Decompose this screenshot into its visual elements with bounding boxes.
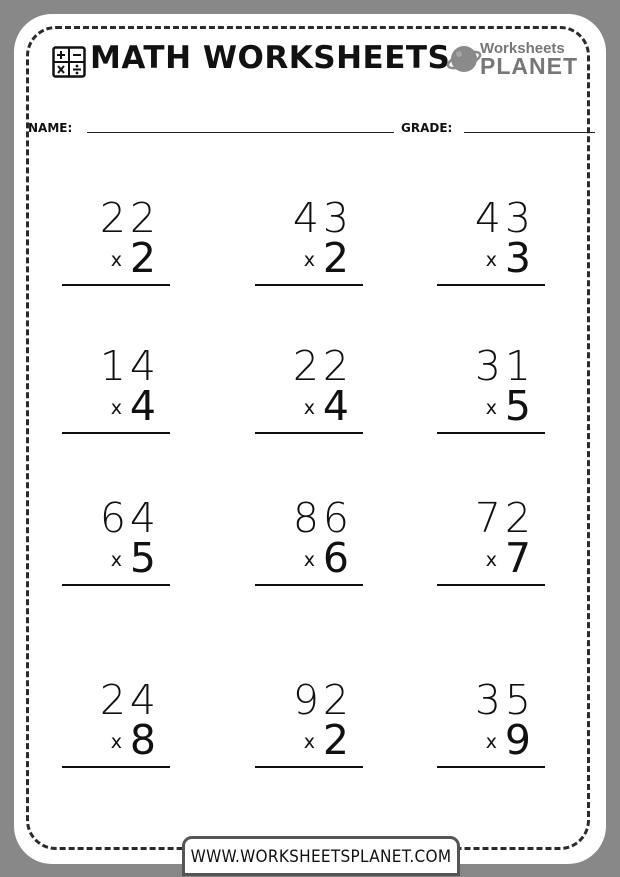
problem-multiplier: 8 (129, 716, 160, 764)
multiplication-problem (437, 196, 549, 296)
problem-multiplicand: 35 (474, 676, 535, 724)
times-sign: x (110, 397, 122, 419)
problem-multiplier: 7 (504, 534, 535, 582)
times-sign: x (110, 249, 122, 271)
problem-multiplicand: 92 (292, 676, 353, 724)
multiplication-problem (255, 344, 367, 444)
multiplication-problem (62, 344, 174, 444)
problem-multiplicand: 72 (474, 494, 535, 542)
times-sign: x (303, 731, 315, 753)
times-sign: x (485, 249, 497, 271)
problem-multiplier: 3 (504, 234, 535, 282)
problem-multiplier: 9 (504, 716, 535, 764)
problem-multiplier: 5 (504, 382, 535, 430)
times-sign: x (110, 549, 122, 571)
multiplication-problem (62, 496, 174, 596)
times-sign: x (485, 731, 497, 753)
problem-multiplicand: 43 (474, 194, 535, 242)
multiplication-problem (255, 678, 367, 778)
problem-multiplicand: 24 (99, 676, 160, 724)
answer-line[interactable] (255, 584, 363, 586)
answer-line[interactable] (62, 766, 170, 768)
times-sign: x (303, 397, 315, 419)
problem-multiplier: 2 (322, 234, 353, 282)
answer-line[interactable] (62, 432, 170, 434)
answer-line[interactable] (255, 766, 363, 768)
problem-multiplicand: 22 (99, 194, 160, 242)
times-sign: x (303, 249, 315, 271)
problem-multiplier: 2 (129, 234, 160, 282)
multiplication-problem (255, 196, 367, 296)
answer-line[interactable] (437, 766, 545, 768)
problem-multiplicand: 43 (292, 194, 353, 242)
problem-multiplicand: 64 (99, 494, 160, 542)
grade-label: GRADE: (401, 121, 453, 135)
answer-line[interactable] (437, 284, 545, 286)
times-sign: x (485, 549, 497, 571)
answer-line[interactable] (437, 584, 545, 586)
answer-line[interactable] (437, 432, 545, 434)
times-sign: x (110, 731, 122, 753)
footer-url: WWW.WORKSHEETSPLANET.COM (190, 847, 452, 867)
answer-line[interactable] (255, 432, 363, 434)
logo-text-planet: PLANET (480, 53, 578, 79)
problem-multiplier: 4 (322, 382, 353, 430)
answer-line[interactable] (62, 584, 170, 586)
worksheets-planet-logo (444, 40, 584, 80)
name-field-line[interactable] (87, 132, 394, 133)
problem-multiplier: 6 (322, 534, 353, 582)
problem-multiplier: 5 (129, 534, 160, 582)
multiplication-problem (437, 496, 549, 596)
footer-tab (182, 836, 460, 876)
worksheet-page (14, 14, 606, 867)
problem-multiplicand: 86 (292, 494, 353, 542)
multiplication-problem (62, 196, 174, 296)
times-sign: x (485, 397, 497, 419)
problem-multiplicand: 14 (99, 342, 160, 390)
grade-field-line[interactable] (464, 132, 595, 133)
name-label: NAME: (28, 121, 73, 135)
logo-text-worksheets: Worksheets (480, 40, 565, 57)
times-sign: x (303, 549, 315, 571)
answer-line[interactable] (62, 284, 170, 286)
problem-multiplier: 4 (129, 382, 160, 430)
planet-icon (446, 42, 482, 76)
answer-line[interactable] (255, 284, 363, 286)
calculator-icon (52, 46, 86, 78)
multiplication-problem (62, 678, 174, 778)
problem-multiplicand: 22 (292, 342, 353, 390)
problem-multiplicand: 31 (474, 342, 535, 390)
problem-multiplier: 2 (322, 716, 353, 764)
page-title: MATH WORKSHEETS (90, 40, 451, 76)
multiplication-problem (255, 496, 367, 596)
multiplication-problem (437, 678, 549, 778)
multiplication-problem (437, 344, 549, 444)
